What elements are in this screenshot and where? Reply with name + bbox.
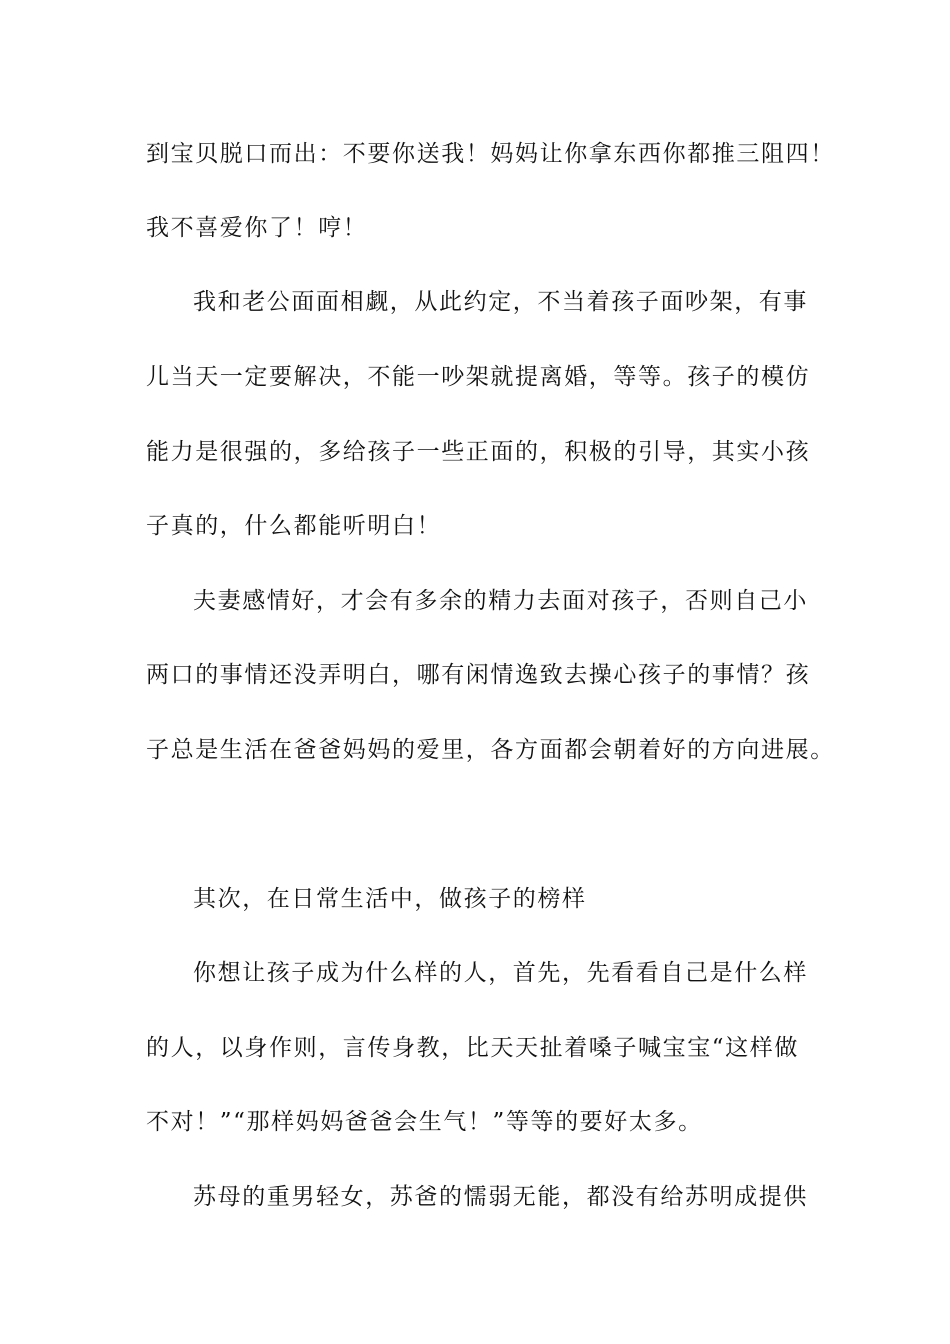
- paragraph-first-line: 苏母的重男轻女，苏爸的懦弱无能，都没有给苏明成提供: [193, 1184, 808, 1210]
- text-line-1: 到宝贝脱口而出：不要你送我！妈妈让你拿东西你都推三阻四！: [146, 141, 835, 167]
- text-line-4: 儿当天一定要解决，不能一吵架就提离婚，等等。孩子的模仿: [146, 364, 811, 390]
- paragraph-first-line: 你想让孩子成为什么样的人，首先，先看看自己是什么样: [193, 960, 808, 986]
- text-line-5: 能力是很强的，多给孩子一些正面的，积极的引导，其实小孩: [146, 439, 811, 465]
- paragraph-first-line: 我和老公面面相觑，从此约定，不当着孩子面吵架，有事: [193, 289, 808, 315]
- text-line-12: 的人，以身作则，言传身教，比天天扯着嗓子喊宝宝“这样做: [146, 1035, 799, 1061]
- text-line-2: 我不喜爱你了！哼！: [146, 215, 368, 241]
- text-line-13: 不对！”“那样妈妈爸爸会生气！”等等的要好太多。: [146, 1109, 703, 1135]
- text-line-6: 子真的，什么都能听明白！: [146, 513, 442, 539]
- text-line-9: 子总是生活在爸爸妈妈的爱里，各方面都会朝着好的方向进展。: [146, 737, 835, 763]
- text-line-8: 两口的事情还没弄明白，哪有闲情逸致去操心孩子的事情？孩: [146, 662, 811, 688]
- section-heading: 其次，在日常生活中，做孩子的榜样: [193, 886, 587, 912]
- paragraph-first-line: 夫妻感情好，才会有多余的精力去面对孩子，否则自己小: [193, 588, 808, 614]
